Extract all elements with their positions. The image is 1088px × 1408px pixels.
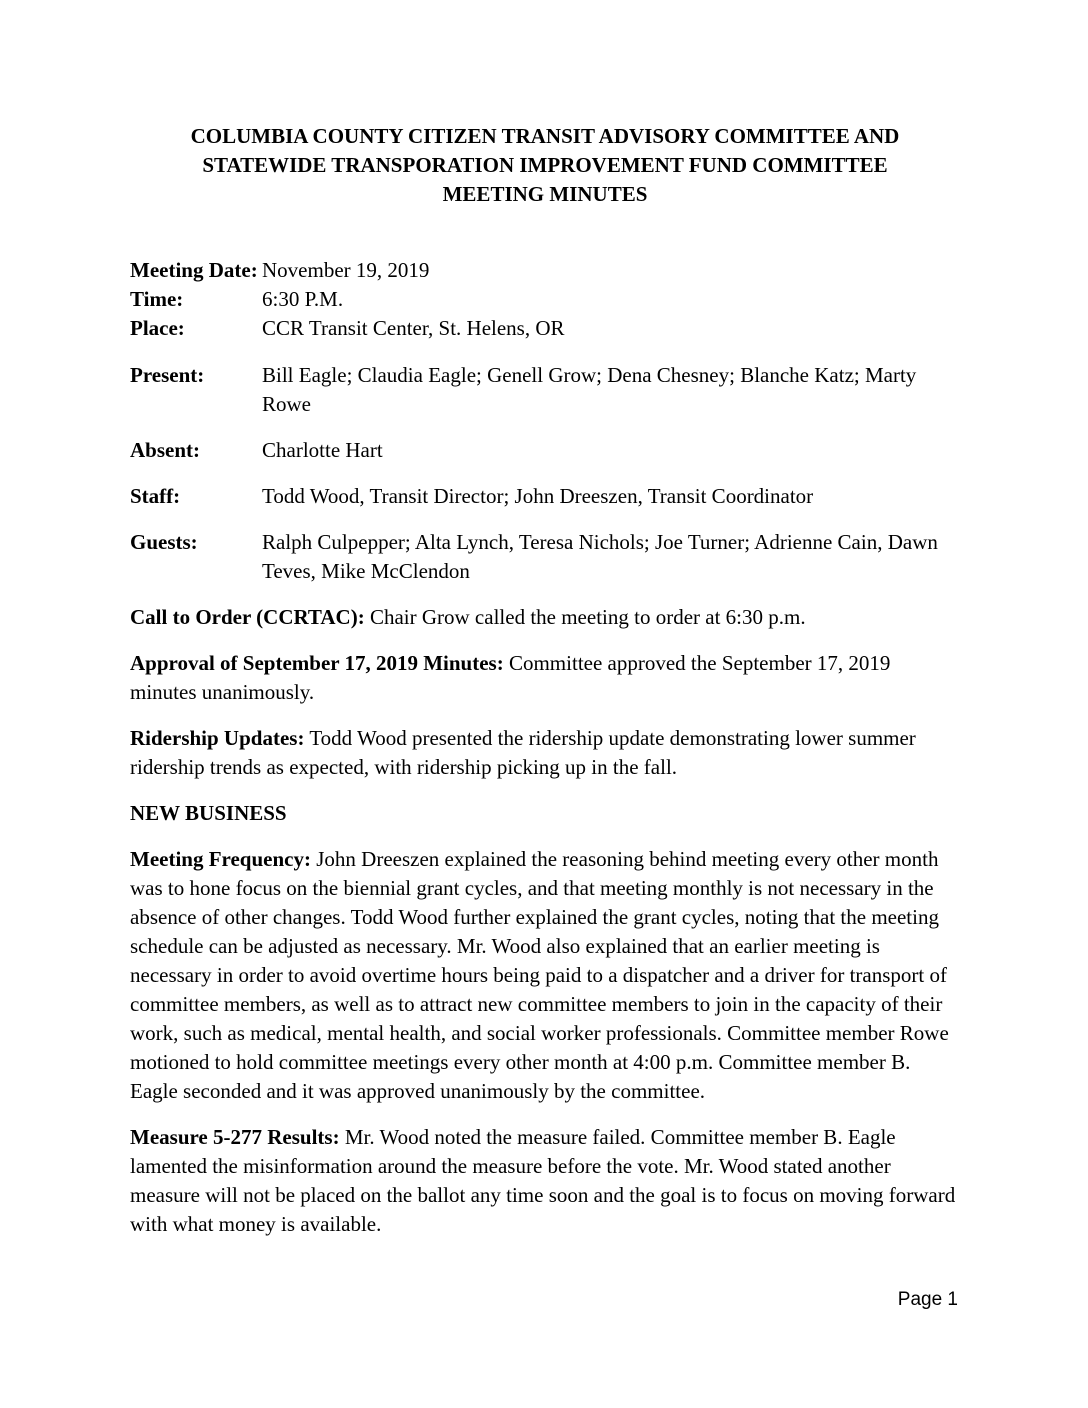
paragraph-ridership-updates [130,724,960,782]
attendance-row-absent [130,436,960,465]
document-title [130,122,960,209]
meta-value: November 19, 2019 [262,258,430,282]
title-line: MEETING MINUTES [442,182,648,206]
paragraph-body: Todd Wood presented the ridership update demonstrating lower summer ridership trends as expected, with ridership picking up in the fall. [130,726,916,779]
attendance-value: Todd Wood, Transit Director; John Dreeszen, Transit Coordinator [262,484,814,508]
paragraph-approval-of-minutes [130,649,960,707]
attendance-row-staff [130,482,960,511]
paragraph-lead: Measure 5-277 Results: [130,1125,340,1149]
title-line: STATEWIDE TRANSPORATION IMPROVEMENT FUND COMMITTEE [202,153,888,177]
section-heading-new-business: NEW BUSINESS [130,801,287,825]
attendance-label: Guests: [130,530,198,554]
paragraph-body: Mr. Wood noted the measure failed. Committee member B. Eagle lamented the misinformation around the measure before the vote. Mr. Wood stated another measure will not be placed on the ballot any time soon and the goal is to focus on moving forward with what money is available. [130,1125,956,1236]
paragraph-lead: Call to Order (CCRTAC): [130,605,365,629]
paragraph-lead: Meeting Frequency: [130,847,311,871]
paragraph-meeting-frequency [130,845,960,1106]
attendance-row-present [130,361,960,419]
meta-label: Place: [130,316,185,340]
title-line: COLUMBIA COUNTY CITIZEN TRANSIT ADVISORY COMMITTEE AND [190,124,900,148]
page-number: Page 1 [897,1289,958,1310]
meta-value: CCR Transit Center, St. Helens, OR [262,316,565,340]
meeting-meta-block [130,256,960,343]
attendance-value: Ralph Culpepper; Alta Lynch, Teresa Nichols; Joe Turner; Adrienne Cain, Dawn Teves, Mike McClendon [262,530,938,583]
meta-label: Meeting Date: [130,258,258,282]
attendance-value: Charlotte Hart [262,438,383,462]
paragraph-body: Committee approved the September 17, 2019 minutes unanimously. [130,651,891,704]
paragraph-lead: Approval of September 17, 2019 Minutes: [130,651,504,675]
attendance-value: Bill Eagle; Claudia Eagle; Genell Grow; Dena Chesney; Blanche Katz; Marty Rowe [262,363,917,416]
meta-row-time [130,285,960,314]
meta-row-place [130,314,960,343]
attendance-label: Absent: [130,438,201,462]
paragraph-measure-5-277-results [130,1123,960,1239]
paragraph-call-to-order [130,603,960,632]
meta-label: Time: [130,287,184,311]
attendance-block [130,361,960,586]
paragraph-body: Chair Grow called the meeting to order at 6:30 p.m. [364,605,806,629]
paragraph-lead: Ridership Updates: [130,726,305,750]
meta-value: 6:30 P.M. [262,287,344,311]
attendance-row-guests [130,528,960,586]
attendance-label: Staff: [130,484,181,508]
meta-row-meeting-date [130,256,960,285]
paragraph-body: John Dreeszen explained the reasoning behind meeting every other month was to hone focus on the biennial grant cycles, and that meeting monthly is not necessary in the absence of other changes. Todd Wood further explained the grant cycles, noting that the meeting schedule can be adjusted as necessary. Mr. Wood also explained that an earlier meeting is necessary in order to avoid overtime hours being paid to a dispatcher and a driver for transport of committee members, as well as to attract new committee members to join in the capacity of their work, such as medical, mental health, and social worker professionals. Committee member Rowe motioned to hold committee meetings every other month at 4:00 p.m. Committee member B. Eagle seconded and it was approved unanimously by the committee. [130,847,949,1103]
attendance-label: Present: [130,363,205,387]
